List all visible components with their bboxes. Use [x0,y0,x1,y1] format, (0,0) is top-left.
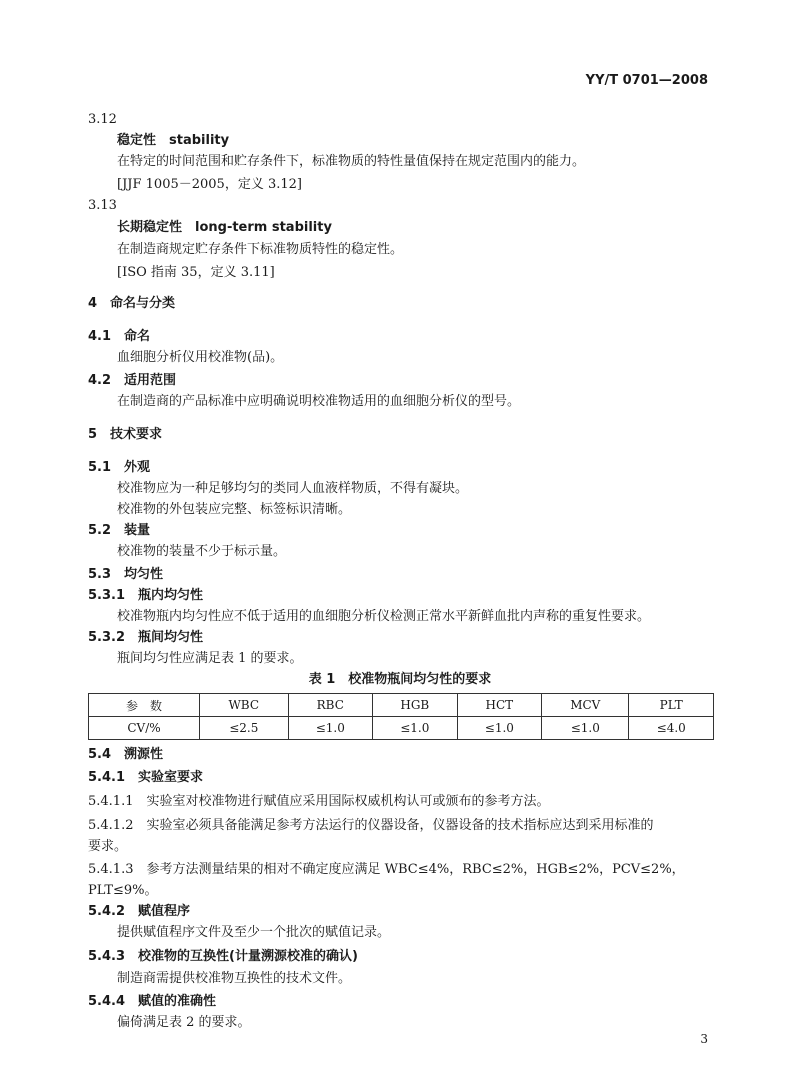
table-cell: CV/% [89,717,200,740]
uniformity-table [88,693,714,740]
subsection-heading: 5.2 装量 [88,523,151,538]
body-text: 在制造商的产品标准中应明确说明校准物适用的血细胞分析仪的型号。 [117,394,521,409]
table-cell: WBC [200,694,289,717]
subsection-heading: 5.4.4 赋值的准确性 [88,994,217,1009]
table-cell: RBC [288,694,373,717]
table-cell: HCT [457,694,542,717]
term-heading: 稳定性 stability [117,133,230,148]
body-text: 制造商需提供校准物互换性的技术文件。 [117,971,352,986]
subsection-heading: 5.4.3 校准物的互换性(计量溯源校准的确认) [88,949,358,964]
table-cell: 参 数 [89,694,200,717]
body-text: 校准物应为一种足够均匀的类同人血液样物质，不得有凝块。 [117,481,469,496]
subsection-heading: 5.4.1 实验室要求 [88,770,204,785]
body-text: 5.4.1.3 参考方法测量结果的相对不确定度应满足 WBC≤4%，RBC≤2%，HGB≤2%，PCV≤2%， [88,862,685,877]
table-title: 表 1 校准物瓶间均匀性的要求 [308,672,492,687]
body-text: 偏倚满足表 2 的要求。 [117,1015,251,1030]
table-cell: ≤1.0 [457,717,542,740]
body-text: 提供赋值程序文件及至少一个批次的赋值记录。 [117,925,391,940]
table-cell: ≤2.5 [200,717,289,740]
subsection-heading: 5.3.2 瓶间均匀性 [88,630,204,645]
table-cell: ≤4.0 [629,717,714,740]
subsection-heading: 4.2 适用范围 [88,373,177,388]
body-text: 校准物瓶内均匀性应不低于适用的血细胞分析仪检测正常水平新鲜血批内声称的重复性要求。 [117,609,651,624]
table-cell: MCV [542,694,629,717]
table-cell: ≤1.0 [373,717,458,740]
definition-text: 在特定的时间范围和贮存条件下，标准物质的特性量值保持在规定范围内的能力。 [117,154,586,169]
clause-number: 3.12 [88,112,117,127]
page-number: 3 [700,1032,708,1046]
body-text: 5.4.1.1 实验室对校准物进行赋值应采用国际权威机构认可或颁布的参考方法。 [88,794,550,809]
reference-text: [ISO 指南 35，定义 3.11] [117,265,275,280]
subsection-heading: 5.1 外观 [88,460,151,475]
subsection-heading: 4.1 命名 [88,329,151,344]
table-cell: HGB [373,694,458,717]
subsection-heading: 5.4 溯源性 [88,747,164,762]
body-text: 血细胞分析仪用校准物(品)。 [117,350,284,365]
subsection-heading: 5.3 均匀性 [88,567,164,582]
section-heading: 5 技术要求 [88,427,163,442]
body-text: PLT≤9%。 [88,883,158,898]
body-text: 校准物的外包装应完整、标签标识清晰。 [117,502,352,517]
section-heading: 4 命名与分类 [88,296,176,311]
body-text: 瓶间均匀性应满足表 1 的要求。 [117,651,303,666]
body-text: 校准物的装量不少于标示量。 [117,544,287,559]
subsection-heading: 5.4.2 赋值程序 [88,904,191,919]
table-header-row [89,694,714,717]
reference-text: [JJF 1005－2005，定义 3.12] [117,177,302,192]
table-cell: PLT [629,694,714,717]
table-cell: ≤1.0 [542,717,629,740]
term-heading: 长期稳定性 long-term stability [117,220,332,235]
body-text: 要求。 [88,839,128,854]
table-row [89,717,714,740]
clause-number: 3.13 [88,198,117,213]
subsection-heading: 5.3.1 瓶内均匀性 [88,588,204,603]
standard-number-header: YY/T 0701—2008 [585,73,708,88]
body-text: 5.4.1.2 实验室必须具备能满足参考方法运行的仪器设备，仪器设备的技术指标应达到采用标准的 [88,818,654,833]
table-cell: ≤1.0 [288,717,373,740]
definition-text: 在制造商规定贮存条件下标准物质特性的稳定性。 [117,242,404,257]
